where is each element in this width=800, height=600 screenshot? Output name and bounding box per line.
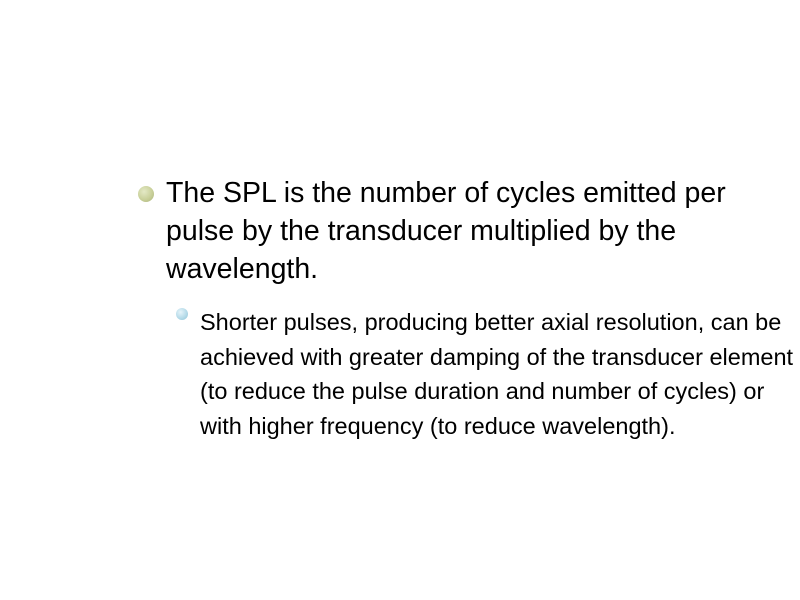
bullet-text-level-1: The SPL is the number of cycles emitted per pulse by the transducer multiplied by the wavelength. xyxy=(166,177,726,285)
sub-bullet-text-level-2: Shorter pulses, producing better axial resolution, can be achieved with greater damping of the transducer element (to reduce the pulse duration and number of cycles) or with higher frequency (to reduce wavelength). xyxy=(200,309,794,439)
bullet-dot-level-2 xyxy=(176,308,188,320)
bullet-dot-level-1 xyxy=(138,186,154,202)
